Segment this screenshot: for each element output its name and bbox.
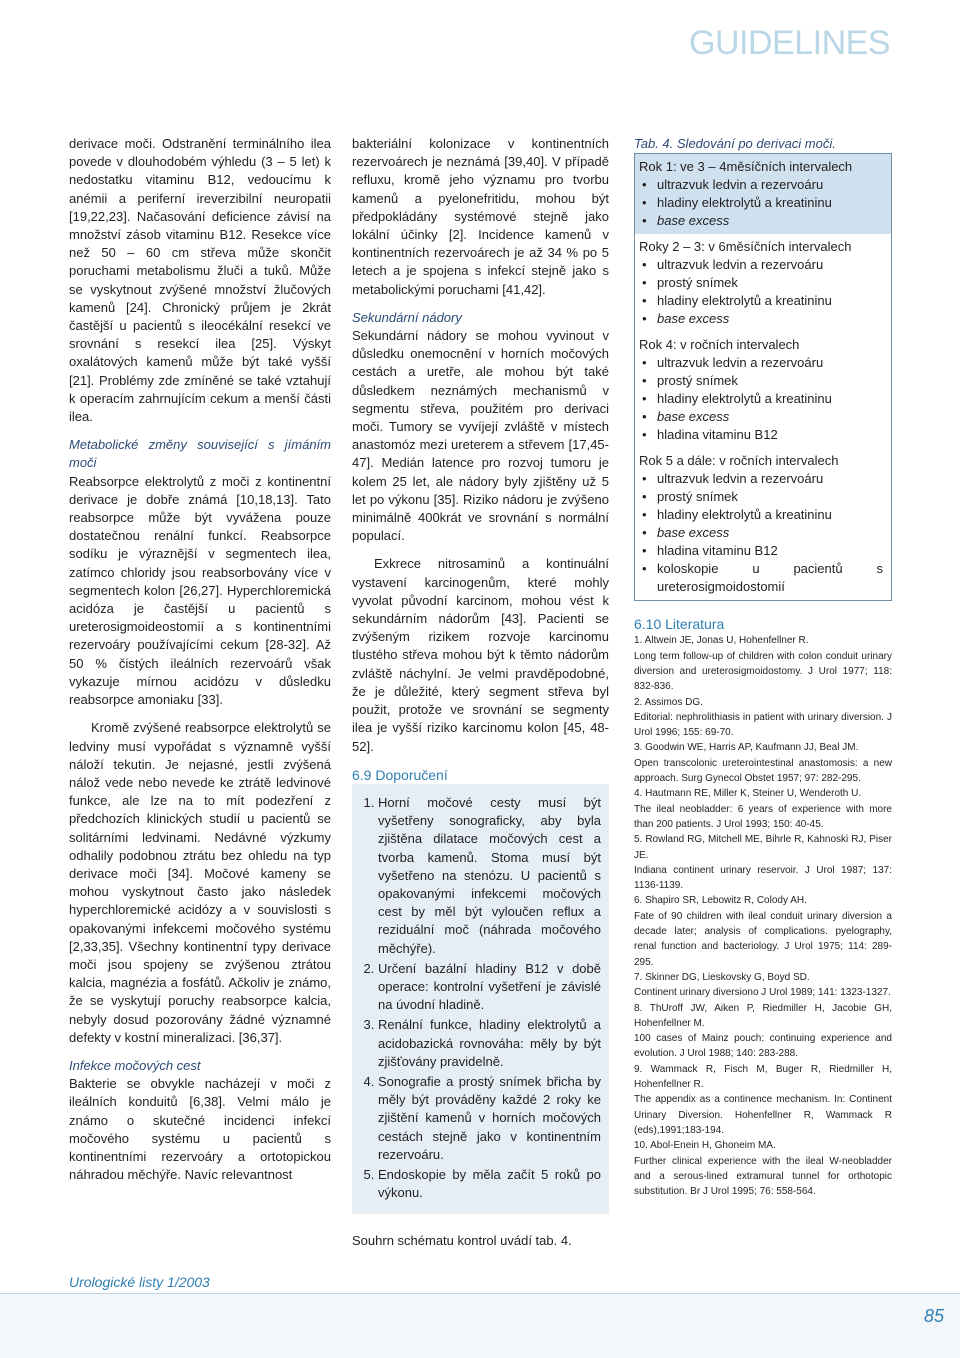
paragraph: Bakterie se obvykle nacházejí v moči z ileálních konduitů [6,38]. Velmi málo je známo o skutečné incidenci infekcí močového systému u pacientů s kontinentními rezervoáry a ortotopickou náhradou měchýře. Navíc relevantnost xyxy=(69,1076,331,1183)
paragraph: Exkrece nitrosaminů a kontinuální vystavení karcinogenům, které mohly vyvolat původní karcinom, mohou vést k sekundárním nádorům [43]. Pacienti se zvýšeným rizikem rozvoje karcinomu tlustého střeva mohou být k těmto nádorům zvláště náchylní. Je velmi pravděpodobné, že je důležité, který segment střeva byl použit, protože ve srovnání se segmenty ilea je vyšší riziko karcinomu kolon [45, 48-52]. xyxy=(352,556,609,754)
reference-line: 10. Abol-Enein H, Ghoneim MA. xyxy=(634,1140,776,1152)
table-row xyxy=(635,154,891,234)
reference-line: Editorial: nephrolithiasis in patient with urinary diversion. J Urol 1996; 155: 69-70. xyxy=(634,711,892,739)
column-middle xyxy=(352,135,609,1251)
reference-line: 100 cases of Mainz pouch: continuing experience and evolution. J Urol 1988; 140: 283-288. xyxy=(634,1033,892,1060)
table-row-header: Rok 5 a dále: v ročních intervalech xyxy=(639,453,839,469)
list-item: • hladina vitaminu B12 xyxy=(639,426,883,444)
list-item: • hladiny elektrolytů a kreatininu xyxy=(639,390,883,408)
table-row xyxy=(635,234,891,332)
table-row xyxy=(635,332,891,448)
list-item: • prostý snímek xyxy=(639,372,883,390)
paragraph: Souhrn schématu kontrol uvádí tab. 4. xyxy=(352,1233,572,1249)
table-row-header: Rok 4: v ročních intervalech xyxy=(639,337,800,353)
list-item: 1. Horní močové cesty musí být vyšetřeny sonograficky, aby byla zjištěna dilatace močových cest a tvorba kamenů. Stoma musí být vyšetřeno na stenózu. U pacientů s opakovanými infekcemi močových cest by měl být vyloučen reflux a reziduální moč (náhrada močového měchýře). xyxy=(378,794,601,958)
list-item: • ultrazvuk ledvin a rezervoáru xyxy=(639,176,883,194)
subheading: Metabolické změny související s jímáním moči xyxy=(69,437,331,471)
journal-name: Urologické listy 1/2003 xyxy=(69,1274,210,1290)
references-list xyxy=(634,633,892,1199)
followup-table xyxy=(634,153,892,601)
list-item: • hladiny elektrolytů a kreatininu xyxy=(639,194,883,212)
column-right xyxy=(634,135,892,1199)
paragraph: Kromě zvýšené reabsorpce elektrolytů se ledviny musí vypořádat s významně vyšší náloží tekutin. Je nejasné, jestli zvýšená nálož vede nebo nevede ke ztrátě ledvinové funkce, ale lze na to mít podezření z předchozích klinických studií u pacientů se solitárními ledvinami. Nedávné výzkumy odhalily podobnou ztrátu bez ohledu na typ derivace moči [34]. Močové kameny se mohou vyskytnout často jako následek hyperchloremické acidózy a v souvislosti s opakovanými infekcemi močového systému [2,33,35]. Všechny kontinentní typy derivace moči jsou spojeny se zvýšenou ztrátou kalcia, magnézia a fosfátů. Ačkoliv je známo, že se vyskytují poruchy reabsorpce kalcia, nebyly dosud pozorovány žádné významné defekty v kostní mineralizaci. [36,37]. xyxy=(69,720,331,1045)
reference-line: The ileal neobladder: 6 years of experience with more than 200 patients. J Urol 1993; 150: 40-45. xyxy=(634,803,892,830)
list-item: • base excess xyxy=(639,310,883,328)
list-item: • ultrazvuk ledvin a rezervoáru xyxy=(639,354,883,372)
reference-line: Long term follow-up of children with colon conduit urinary diversion and ureterosigmoidostomy. J Urol 1977; 118: 832-836. xyxy=(634,650,892,693)
list-item: • hladiny elektrolytů a kreatininu xyxy=(639,292,883,310)
reference-line: 1. Altwein JE, Jonas U, Hohenfellner R. xyxy=(634,635,809,647)
table-row xyxy=(635,448,891,600)
table-row-header: Rok 1: ve 3 – 4měsíčních intervalech xyxy=(639,159,853,175)
recommendations-list xyxy=(352,784,609,1214)
subheading: Sekundární nádory xyxy=(352,309,462,325)
list-item: • base excess xyxy=(639,212,883,230)
reference-line: Further clinical experience with the ileal W-neobladder and a serous-lined extramural tunnel for orthotopic substitution. Br J Urol 1995; 76: 558-564. xyxy=(634,1155,892,1198)
footer-band xyxy=(0,1294,960,1358)
list-item: • hladina vitaminu B12 xyxy=(639,542,883,560)
reference-line: 5. Rowland RG, Mitchell ME, Bihrle R, Kahnoski RJ, Piser JE. xyxy=(634,834,892,861)
reference-line: 2. Assimos DG. xyxy=(634,696,703,708)
paragraph: Sekundární nádory se mohou vyvinout v důsledku onemocnění v horních močových cestách a uretře, ale mohou být také důsledkem neznámých mechanismů v segmentu střeva, použitém pro derivaci moči. Tumory se vyvíjejí zvláště v místech anastomóz mezi ureterem a střevem [17,45-47]. Medián latence pro rozvoj tumoru je kolem 25 let, ale nádory byly zjištěny už 5 let po výkonu [35]. Riziko nádoru je zvýšeno minimálně 400krát ve srovnání s normální populací. xyxy=(352,328,609,544)
page-number: 85 xyxy=(923,1306,944,1326)
list-item: • ultrazvuk ledvin a rezervoáru xyxy=(639,256,883,274)
section-heading-literature: 6.10 Literatura xyxy=(634,616,725,633)
list-item: • base excess xyxy=(639,524,883,542)
reference-line: 7. Skinner DG, Lieskovsky G, Boyd SD. xyxy=(634,971,810,983)
reference-line: Fate of 90 children with ileal conduit urinary diversion a decade later; analysis of complications. pyelography, renal function and bacteriology. J Urol 1975; 114: 289-295. xyxy=(634,910,892,968)
reference-line: 9. Wammack R, Fisch M, Buger R, Riedmiller H, Hohenfellner R. xyxy=(634,1063,892,1091)
table-caption: Tab. 4. Sledování po derivaci moči. xyxy=(634,136,836,151)
list-item: 5. Endoskopie by měla začít 5 roků po výkonu. xyxy=(378,1166,601,1202)
list-item: • hladiny elektrolytů a kreatininu xyxy=(639,506,883,524)
list-item: • prostý snímek xyxy=(639,488,883,506)
list-item: 4. Sonografie a prostý snímek břicha by měly být prováděny každé 2 roky ke zjištění kamenů v horních močových cestách stejně jako v kontinentním rezervoáru. xyxy=(378,1073,601,1164)
reference-line: Open transcolonic ureterointestinal anastomosis: a new approach. Surg Gynecol Obstet 1957; 97: 282-295. xyxy=(634,757,892,785)
list-item: • prostý snímek xyxy=(639,274,883,292)
section-heading-recommendations: 6.9 Doporučení xyxy=(352,766,448,783)
paragraph: derivace moči. Odstranění terminálního ilea povede v dlouhodobém výhledu (3 – 5 let) k nedostatku vitaminu B12, vedoucímu k anémii a periferní ireverzibilní neuropatii [19,22,23]. Načasování deficience závisí na množství zásob vitaminu B12. Resekce více než 50 – 60 cm střeva může skončit poruchami metabolismu žluči a tuků. Může se vyskytnout zvýšené množství žlučových kamenů [24]. Chronický průjem je 2krát častější u pacientů s ileocékální resekcí ve srovnání s resekcí ilea [25]. Výskyt oxalátových kamenů může být také vyšší [21]. Problémy zde zmíněné se také vztahují k operacím zahrnujícím cekum a menší části ilea. xyxy=(69,136,331,425)
list-item: 3. Renální funkce, hladiny elektrolytů a acidobazická rovnováha: měly by být zjišťovány pravidelně. xyxy=(378,1016,601,1071)
list-item: • base excess xyxy=(639,408,883,426)
reference-line: 6. Shapiro SR, Lebowitz R, Colody AH. xyxy=(634,895,807,907)
list-item: • koloskopie u pacientů s ureterosigmoidostomií xyxy=(639,560,883,596)
reference-line: Indiana continent urinary reservoir. J Urol 1987; 137: 1136-1139. xyxy=(634,864,892,892)
reference-line: Continent urinary diversiono J Urol 1989; 141: 1323-1327. xyxy=(634,987,891,999)
reference-line: 3. Goodwin WE, Harris AP, Kaufmann JJ, Beal JM. xyxy=(634,742,859,754)
column-left xyxy=(69,135,331,1184)
paragraph: Reabsorpce elektrolytů z moči z kontinentní derivace je dobře známá [10,18,13]. Tato reabsorpce může být vyvážena pouze dostatečnou renální funkcí. Reabsorpce sodíku je výraznější v segmentech ilea, zatímco chloridy jsou reabsorbovány více v segmentech kolon [26,27]. Hyperchloremická acidóza je častější u pacientů s ureterosigmoideostomií a s kontinentními rezervoáry používajícími cekum [28-32]. Až 50 % čistých ileálních rezervoárů však vykazuje mírnou acidózu v důsledku reabsorpce amoniaku [33]. xyxy=(69,473,331,708)
paragraph: bakteriální kolonizace v kontinentních rezervoárech je neznámá [39,40]. V případě refluxu, kromě jeho významu pro tvorbu kamenů a pyelonefritidu, mohou být předpokládány systémové stejně jako lokální účinky [2]. Incidence kamenů v kontinentních rezervoárech je až 34 % po 5 letech a je spojena s infekcí stejně jako s metabolickými poruchami [41,42]. xyxy=(352,136,609,297)
list-item: • ultrazvuk ledvin a rezervoáru xyxy=(639,470,883,488)
reference-line: 8. ThUroff JW, Aiken P, Riedmiller H, Jacobie GH, Hohenfellner M. xyxy=(634,1002,892,1029)
reference-line: The appendix as a continence mechanism. In: Continent Urinary Diversion. Hohenfellner R, Wammack R (eds),1991;183-194. xyxy=(634,1094,892,1136)
subheading: Infekce močových cest xyxy=(69,1057,201,1073)
reference-line: 4. Hautmann RE, Miller K, Steiner U, Wenderoth U. xyxy=(634,788,862,800)
table-row-header: Roky 2 – 3: v 6měsíčních intervalech xyxy=(639,239,852,255)
section-header-title: GUIDELINES xyxy=(689,24,890,62)
list-item: 2. Určení bazální hladiny B12 v době operace: kontrolní vyšetření je závislé na úvodní hladině. xyxy=(378,960,601,1015)
